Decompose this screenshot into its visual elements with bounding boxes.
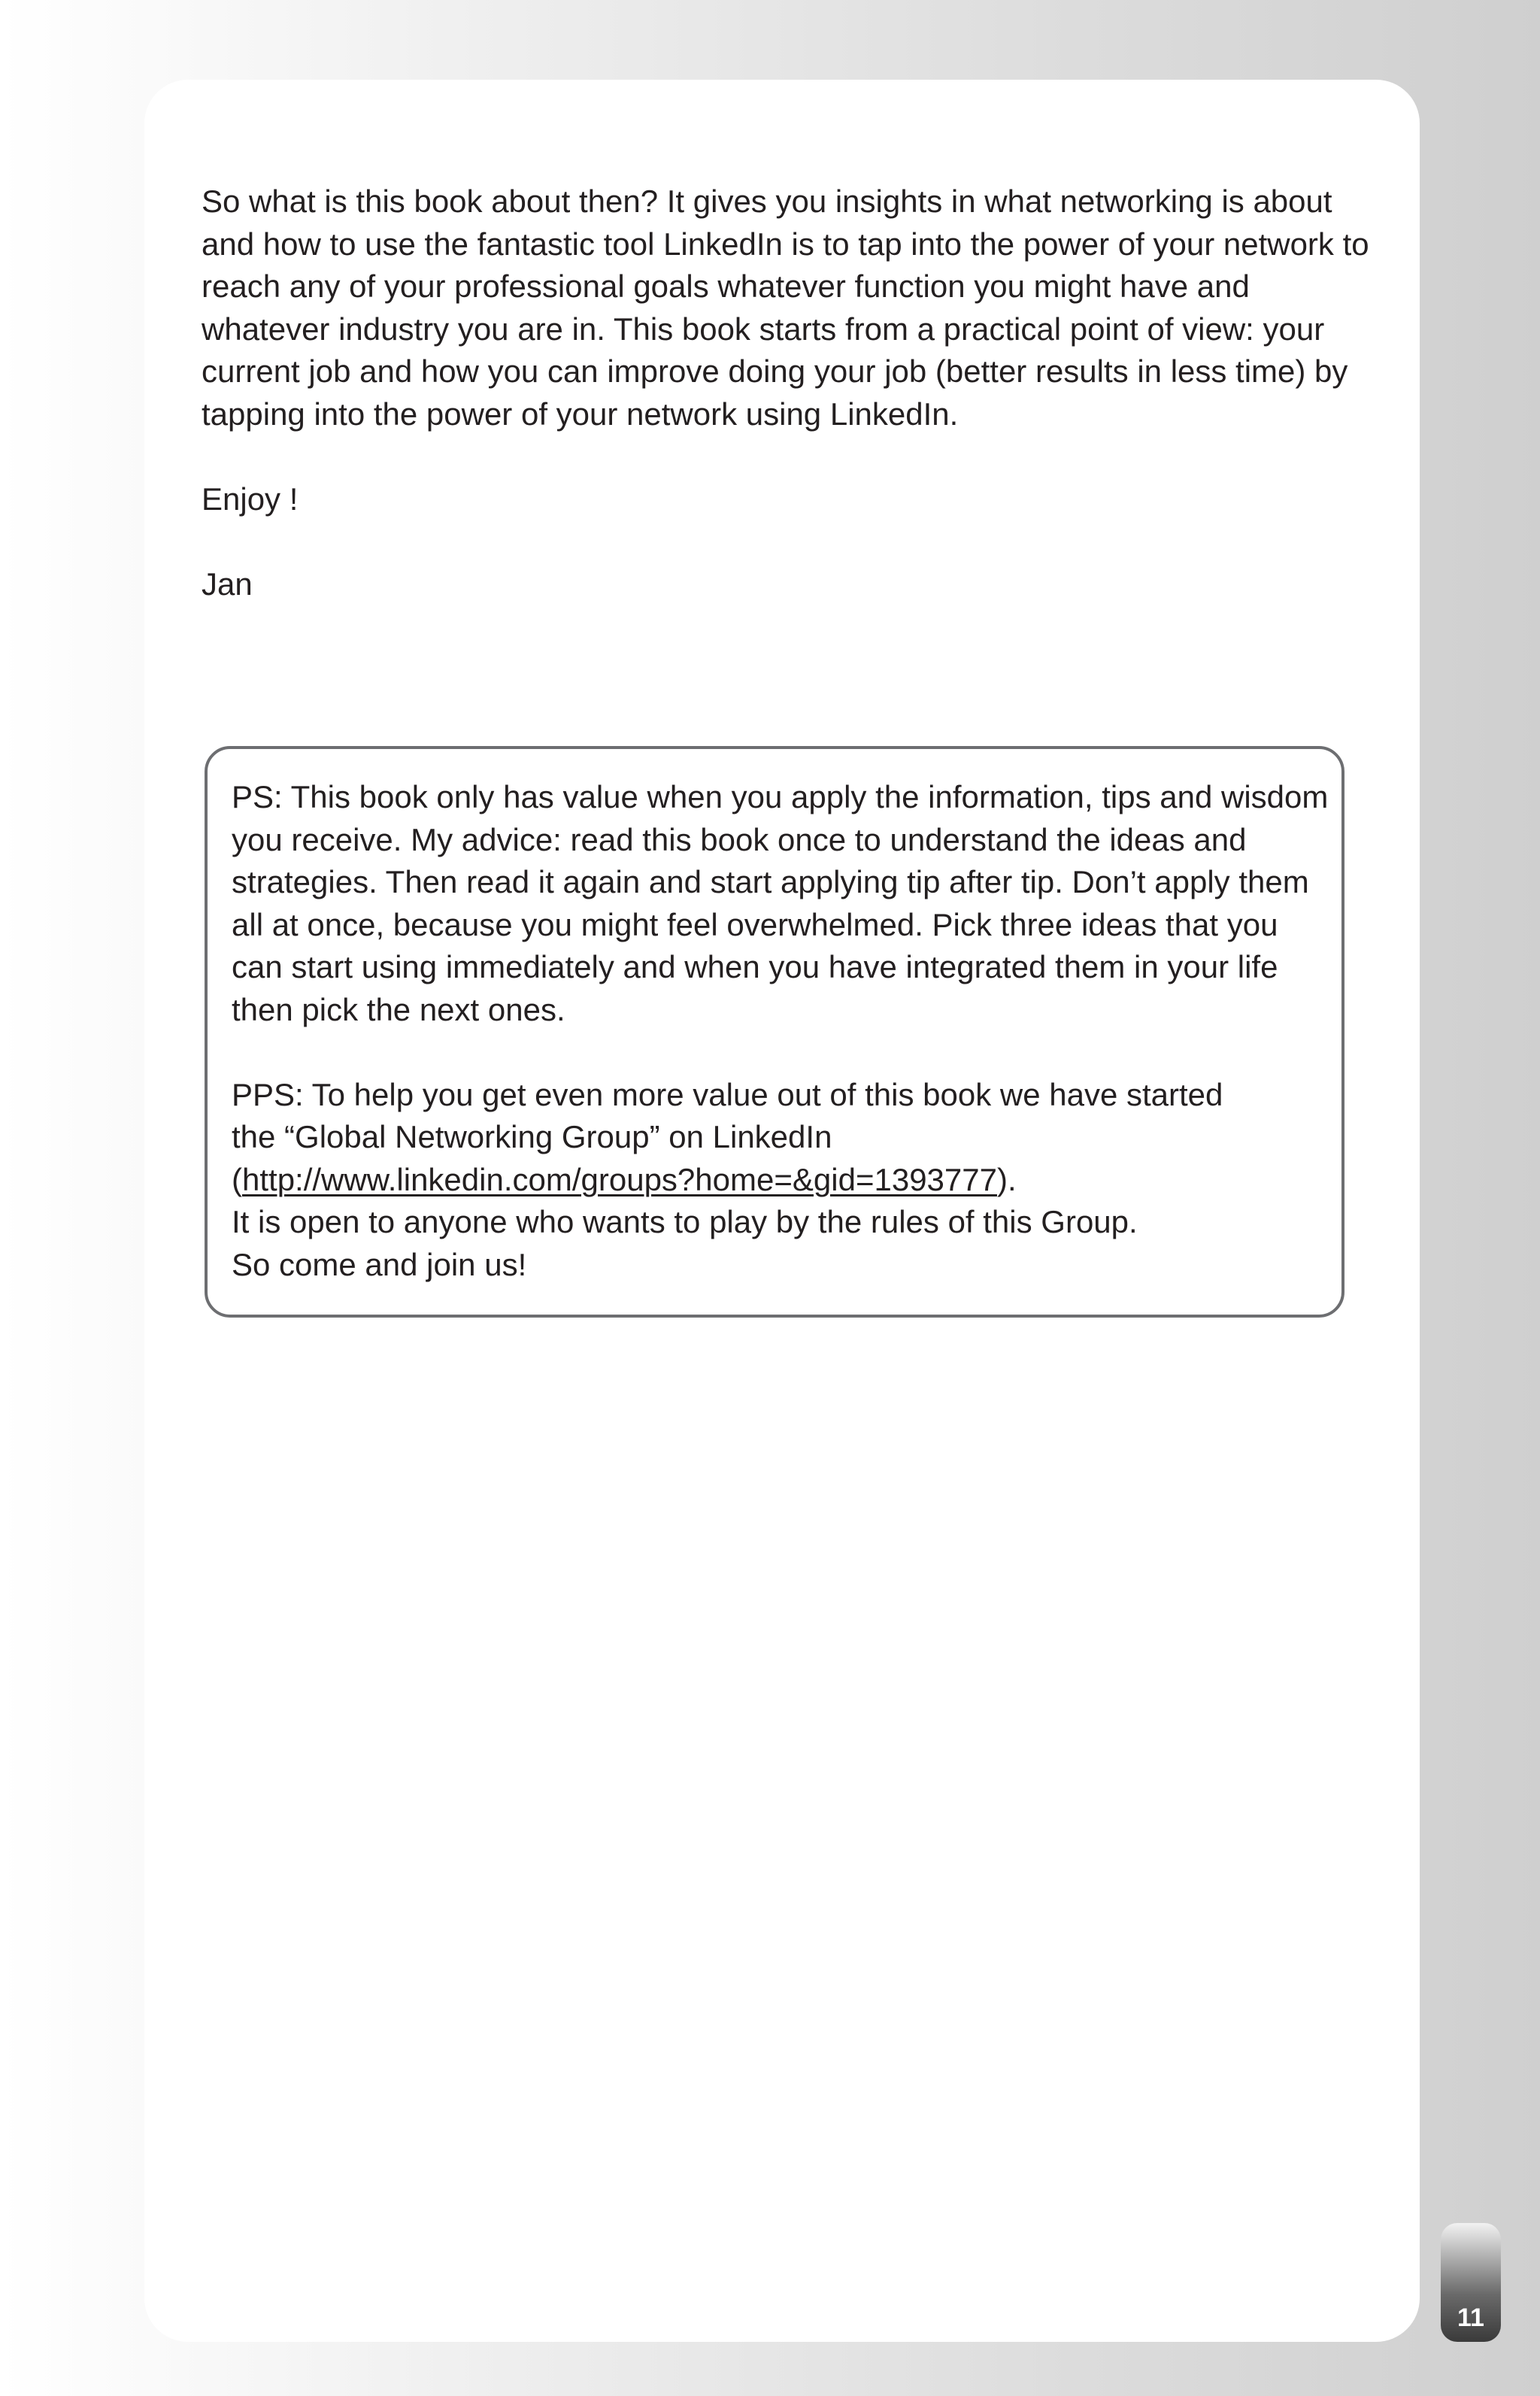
pps-line: PPS: To help you get even more value out of this book we have started xyxy=(232,1076,1223,1112)
ps-paragraph: PS: This book only has value when you apply the information, tips and wisdom you receive. My advice: read this book once to understand the ideas and strategies. Then read it again and start applying tip after tip. Don’t apply them all at once, because you might feel overwhelmed. Pick three ideas that you can start using immediately and when you have integrated them in your life then pick the next ones. xyxy=(232,779,1329,1027)
linkedin-group-link[interactable]: http://www.linkedin.com/groups?home=&gid=1393777 xyxy=(242,1161,997,1197)
pps-block xyxy=(232,1074,1337,1287)
author-signature: Jan xyxy=(202,566,253,602)
page-number-tab xyxy=(1441,2223,1501,2342)
pps-link-line xyxy=(232,1159,1337,1202)
pps-line: the “Global Networking Group” on LinkedIn xyxy=(232,1119,832,1154)
link-open-paren: ( xyxy=(232,1161,242,1197)
closing-text: Enjoy ! xyxy=(202,481,299,517)
intro-paragraph: So what is this book about then? It gives you insights in what networking is about and how to use the fantastic tool LinkedIn is to tap into the power of your network to reach any of your professional goals whatever function you might have and whatever industry you are in. This book starts from a practical point of view: your current job and how you can improve doing your job (better results in less time) by tapping into the power of your network using LinkedIn. xyxy=(202,183,1369,432)
ps-text xyxy=(232,776,1337,1286)
main-text xyxy=(202,180,1375,605)
page-number: 11 xyxy=(1457,2303,1484,2332)
pps-line: So come and join us! xyxy=(232,1246,527,1282)
link-close-paren: ). xyxy=(996,1161,1017,1197)
pps-line: It is open to anyone who wants to play by the rules of this Group. xyxy=(232,1204,1138,1239)
